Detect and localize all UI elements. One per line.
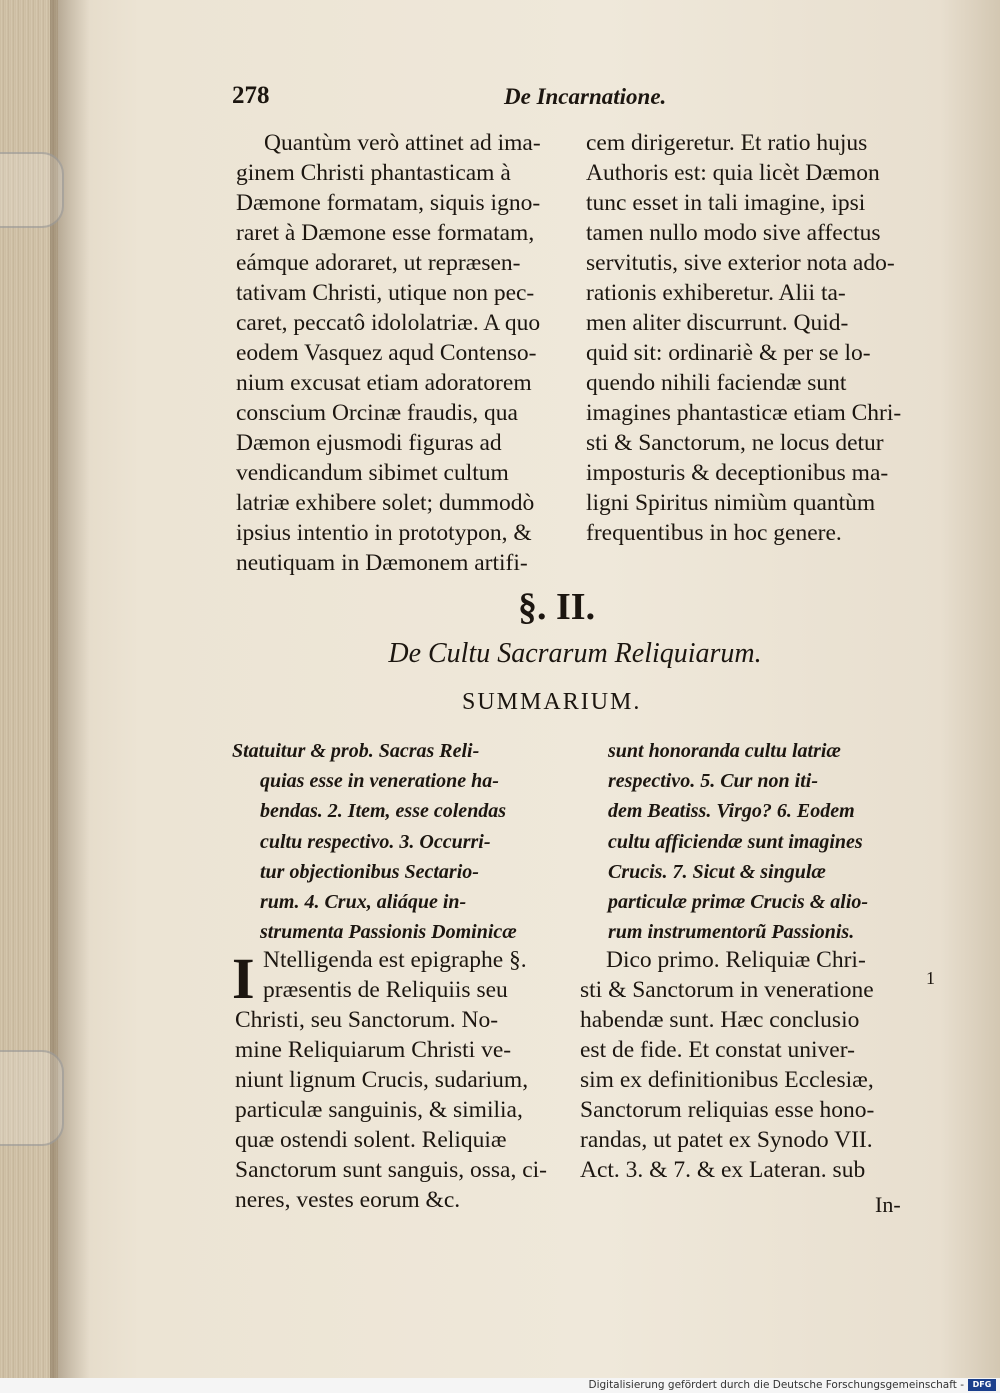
dfg-logo: DFG bbox=[968, 1379, 996, 1391]
top-right-column bbox=[586, 128, 922, 548]
summary-line: strumenta Passionis Dominicæ bbox=[260, 921, 517, 944]
text-line: Dæmon ejusmodi figuras ad bbox=[236, 430, 502, 456]
text-line: quæ ostendi solent. Reliquiæ bbox=[235, 1127, 507, 1153]
summary-line: respectivo. 5. Cur non iti- bbox=[608, 770, 819, 793]
text-line: sti & Sanctorum in veneratione bbox=[580, 977, 874, 1003]
summary-line: rum. 4. Crux, aliáque in- bbox=[260, 890, 467, 913]
bottom-left-column bbox=[235, 945, 571, 1215]
bottom-right-column bbox=[580, 945, 916, 1185]
text-line: neres, vestes eorum &c. bbox=[235, 1187, 461, 1213]
summary-line: cultu afficiendæ sunt imagines bbox=[608, 830, 863, 853]
text-line: rationis exhiberetur. Alii ta- bbox=[586, 280, 846, 306]
text-line: niunt lignum Crucis, sudarium, bbox=[235, 1067, 529, 1093]
text-line: neutiquam in Dæmonem artifi- bbox=[236, 550, 528, 576]
running-title: De Incarnatione. bbox=[504, 84, 667, 109]
summary-line: tur objectionibus Sectario- bbox=[260, 860, 479, 883]
summary-line: particulæ primæ Crucis & alio- bbox=[608, 890, 869, 913]
text-line: conscium Orcinæ fraudis, qua bbox=[236, 400, 518, 426]
text-line: eodem Vasquez aqud Contenso- bbox=[236, 340, 537, 366]
digitization-footer bbox=[0, 1378, 1000, 1393]
drop-cap: I bbox=[232, 946, 255, 1011]
page-number: 278 bbox=[232, 82, 270, 109]
summary-line: rum instrumentorũ Passionis. bbox=[608, 921, 855, 944]
text-line: randas, ut patet ex Synodo VII. bbox=[580, 1127, 873, 1153]
book-clip-top bbox=[0, 152, 64, 228]
text-line: Authoris est: quia licèt Dæmon bbox=[586, 160, 880, 186]
text-line: men aliter discurrunt. Quid- bbox=[586, 310, 849, 336]
text-line: tativam Christi, utique non pec- bbox=[236, 280, 535, 306]
summary-heading: SUMMARIUM. bbox=[462, 689, 642, 715]
text-line: Dæmone formatam, siquis igno- bbox=[236, 190, 541, 216]
text-line: præsentis de Reliquiis seu bbox=[263, 977, 508, 1003]
text-line: ginem Christi phantasticam à bbox=[236, 160, 511, 186]
text-line: Sanctorum reliquias esse hono- bbox=[580, 1097, 875, 1123]
text-line: eámque adoraret, ut repræsen- bbox=[236, 250, 521, 276]
section-mark: §. II. bbox=[518, 586, 596, 628]
text-line: quendo nihili faciendæ sunt bbox=[586, 370, 847, 396]
summary-line: Statuitur & prob. Sacras Reli- bbox=[232, 740, 480, 762]
margin-note: 1 bbox=[926, 968, 935, 988]
text-line: latriæ exhibere solet; dummodò bbox=[236, 490, 535, 516]
text-line: vendicandum sibimet cultum bbox=[236, 460, 509, 486]
text-line: Sanctorum sunt sanguis, ossa, ci- bbox=[235, 1157, 547, 1183]
summary-right-column bbox=[608, 736, 918, 947]
summary-left-column bbox=[232, 736, 572, 947]
summary-line: sunt honoranda cultu latriæ bbox=[608, 740, 841, 762]
text-line: particulæ sanguinis, & similia, bbox=[235, 1097, 523, 1123]
text-line: frequentibus in hoc genere. bbox=[586, 520, 842, 546]
text-line: cem dirigeretur. Et ratio hujus bbox=[586, 130, 868, 156]
text-line: tamen nullo modo sive affectus bbox=[586, 220, 881, 246]
text-line: servitutis, sive exterior nota ado- bbox=[586, 250, 895, 276]
book-clip-bottom bbox=[0, 1050, 64, 1146]
text-line: Ntelligenda est epigraphe §. bbox=[263, 947, 527, 973]
text-line: Christi, seu Sanctorum. No- bbox=[235, 1007, 499, 1033]
text-line: nium excusat etiam adoratorem bbox=[236, 370, 532, 396]
text-line: imagines phantasticæ etiam Chri- bbox=[586, 400, 902, 426]
text-line: est de fide. Et constat univer- bbox=[580, 1037, 855, 1063]
text-line: imposturis & deceptionibus ma- bbox=[586, 460, 889, 486]
text-line: ipsius intentio in prototypon, & bbox=[236, 520, 532, 546]
text-line: sti & Sanctorum, ne locus detur bbox=[586, 430, 884, 456]
summary-line: dem Beatiss. Virgo? 6. Eodem bbox=[608, 800, 855, 823]
text-line: mine Reliquiarum Christi ve- bbox=[235, 1037, 512, 1063]
summary-line: quias esse in veneratione ha- bbox=[260, 770, 499, 793]
text-line: caret, peccatô idololatriæ. A quo bbox=[236, 310, 541, 336]
text-line: quid sit: ordinariè & per se lo- bbox=[586, 340, 871, 366]
text-line: sim ex definitionibus Ecclesiæ, bbox=[580, 1067, 874, 1093]
text-line: tunc esset in tali imagine, ipsi bbox=[586, 190, 866, 216]
running-head bbox=[232, 82, 682, 116]
summary-line: Crucis. 7. Sicut & singulæ bbox=[608, 860, 826, 883]
footer-credit: Digitalisierung gefördert durch die Deutsche Forschungsgemeinschaft - bbox=[588, 1379, 964, 1391]
catchword: In- bbox=[875, 1192, 901, 1217]
text-line: raret à Dæmone esse formatam, bbox=[236, 220, 535, 246]
top-left-column bbox=[236, 128, 572, 578]
text-line: Act. 3. & 7. & ex Lateran. sub bbox=[580, 1157, 866, 1183]
text-line: Dico primo. Reliquiæ Chri- bbox=[606, 947, 866, 973]
summary-line: bendas. 2. Item, esse colendas bbox=[260, 800, 507, 823]
summary-line: cultu respectivo. 3. Occurri- bbox=[260, 830, 491, 853]
section-title: De Cultu Sacrarum Reliquiarum. bbox=[388, 638, 762, 669]
text-line: habendæ sunt. Hæc conclusio bbox=[580, 1007, 860, 1033]
text-line: Quantùm verò attinet ad ima- bbox=[264, 130, 541, 156]
text-line: ligni Spiritus nimiùm quantùm bbox=[586, 490, 876, 516]
